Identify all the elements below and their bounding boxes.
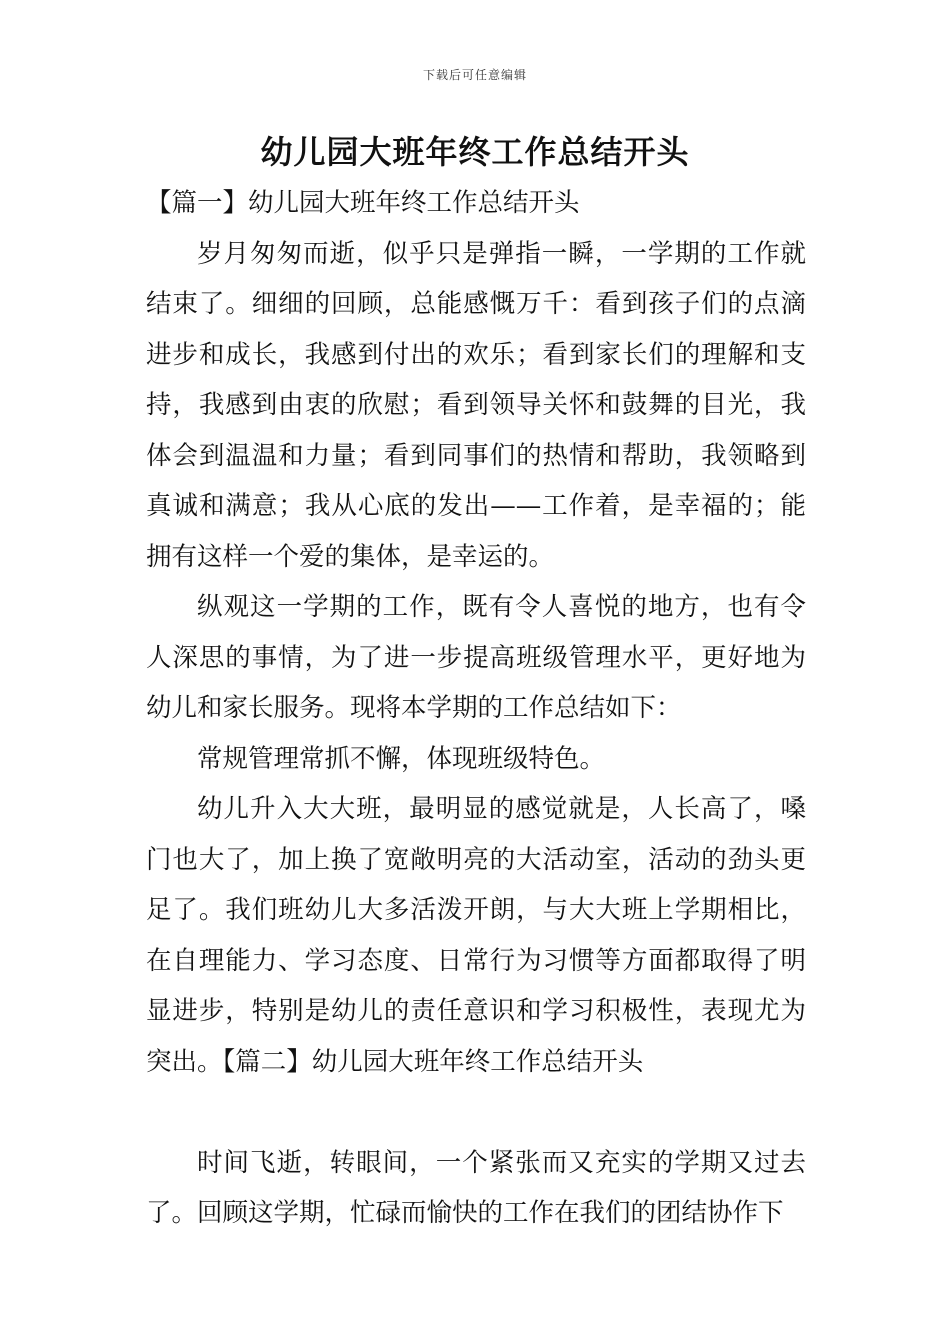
document-body (146, 178, 806, 1239)
blank-line (146, 1087, 806, 1138)
paragraph-1: 岁月匆匆而逝，似乎只是弹指一瞬，一学期的工作就结束了。细细的回顾，总能感慨万千：看到孩子们的点滴进步和成长，我感到付出的欢乐；看到家长们的理解和支持，我感到由衷的欣慰；看到领导关怀和鼓舞的目光，我体会到温温和力量；看到同事们的热情和帮助，我领略到真诚和满意；我从心底的发出——工作着，是幸福的；能拥有这样一个爱的集体，是幸运的。 (146, 238, 806, 572)
paragraph-2: 纵观这一学期的工作，既有令人喜悦的地方，也有令人深思的事情，为了进一步提高班级管理水平，更好地为幼儿和家长服务。现将本学期的工作总结如下： (146, 592, 806, 723)
document-title: 幼儿园大班年终工作总结开头 (260, 133, 690, 171)
header-note: 下载后可任意编辑 (422, 68, 527, 82)
paragraph-4: 幼儿升入大大班，最明显的感觉就是，人长高了，嗓门也大了，加上换了宽敞明亮的大活动室，活动的劲头更足了。我们班幼儿大多活泼开朗，与大大班上学期相比，在自理能力、学习态度、日常行为习惯等方面都取得了明显进步，特别是幼儿的责任意识和学习积极性，表现尤为突出。【篇二】幼儿园大班年终工作总结开头 (146, 794, 806, 1077)
section-1-heading: 【篇一】幼儿园大班年终工作总结开头 (146, 188, 580, 218)
paragraph-5: 时间飞逝，转眼间，一个紧张而又充实的学期又过去了。回顾这学期，忙碌而愉快的工作在我们的团结协作下 (146, 1147, 806, 1228)
paragraph-3: 常规管理常抓不懈，体现班级特色。 (197, 743, 606, 774)
